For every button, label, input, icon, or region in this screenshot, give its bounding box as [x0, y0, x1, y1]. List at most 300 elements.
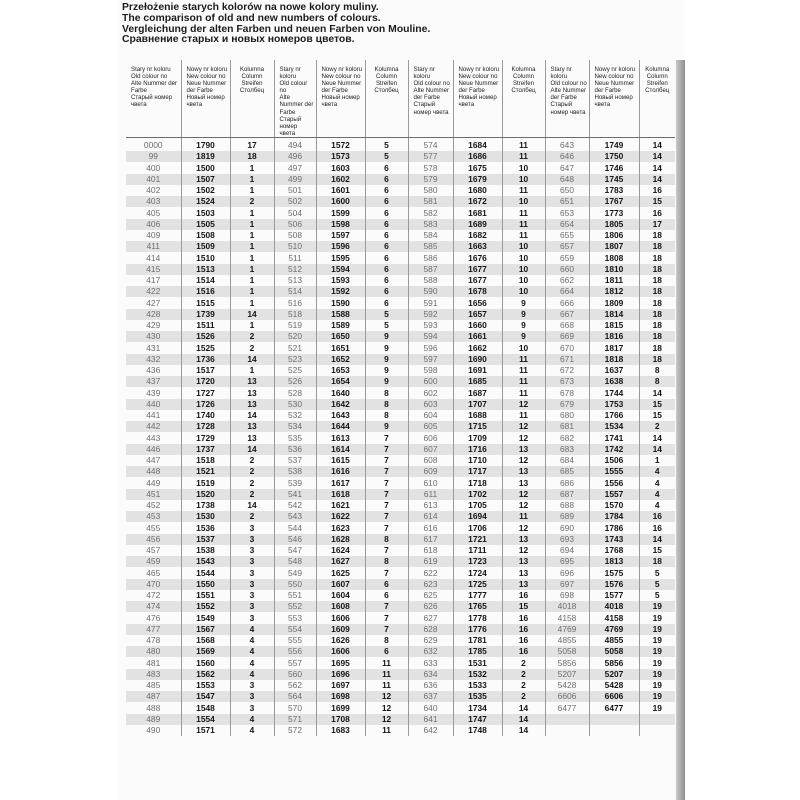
column-cell: 4	[230, 657, 274, 668]
old-colour-cell: 626	[408, 601, 453, 612]
column-cell: 11	[502, 151, 545, 162]
column-cell: 10	[502, 162, 545, 173]
column-cell: 4	[230, 714, 274, 725]
old-colour-cell: 5207	[545, 669, 589, 680]
column-cell: 9	[365, 365, 408, 376]
column-cell: 8	[365, 399, 408, 410]
new-colour-cell: 1707	[453, 399, 502, 410]
table-row	[126, 624, 675, 635]
old-colour-cell: 525	[274, 365, 316, 376]
old-colour-cell: 557	[274, 657, 316, 668]
new-colour-cell: 1596	[316, 241, 365, 252]
header-column-g4: Kolumna Column Streifen Столбец	[639, 60, 675, 137]
old-colour-cell: 655	[545, 230, 589, 241]
column-cell: 9	[365, 342, 408, 353]
new-colour-cell: 1738	[181, 500, 230, 511]
new-colour-cell: 1590	[316, 297, 365, 308]
new-colour-cell: 1814	[589, 309, 639, 320]
table-row	[126, 410, 675, 421]
new-colour-cell: 1602	[316, 174, 365, 185]
column-cell: 2	[502, 691, 545, 702]
old-colour-cell: 436	[146, 365, 161, 376]
old-colour-cell: 611	[408, 489, 453, 500]
table-row	[126, 567, 675, 578]
column-cell: 9	[502, 331, 545, 342]
new-colour-cell: 1556	[589, 477, 639, 488]
column-cell: 6	[365, 219, 408, 230]
old-colour-cell: 556	[274, 646, 316, 657]
new-colour-cell: 1697	[316, 680, 365, 691]
new-colour-cell: 1598	[316, 219, 365, 230]
old-colour-cell: 689	[545, 511, 589, 522]
column-cell: 18	[639, 342, 675, 353]
old-colour-cell: 605	[408, 421, 453, 432]
column-cell: 1	[230, 162, 274, 173]
new-colour-cell: 1572	[316, 137, 365, 151]
column-cell: 7	[365, 522, 408, 533]
new-colour-cell: 1651	[316, 342, 365, 353]
column-cell: 7	[365, 545, 408, 556]
column-cell: 2	[230, 489, 274, 500]
old-colour-cell: 406	[126, 219, 181, 230]
old-colour-cell: 518	[274, 309, 316, 320]
old-colour-cell: 584	[408, 230, 453, 241]
new-colour-cell: 1768	[589, 545, 639, 556]
table-row	[126, 275, 675, 286]
column-cell: 11	[502, 137, 545, 151]
column-cell: 16	[639, 207, 675, 218]
column-cell: 2	[502, 680, 545, 691]
old-colour-cell: 532	[274, 410, 316, 421]
new-colour-cell: 1753	[589, 399, 639, 410]
column-cell: 10	[502, 342, 545, 353]
old-colour-cell: 636	[408, 680, 453, 691]
old-colour-cell: 673	[545, 376, 589, 387]
new-colour-cell: 1706	[453, 522, 502, 533]
new-colour-cell: 1725	[453, 579, 502, 590]
column-cell: 15	[502, 601, 545, 612]
old-colour-cell: 580	[408, 185, 453, 196]
old-colour-cell: 451	[126, 489, 181, 500]
new-colour-cell: 1724	[453, 567, 502, 578]
old-colour-cell: 4769	[545, 624, 589, 635]
old-colour-cell: 414	[146, 252, 161, 263]
new-colour-cell: 1776	[453, 624, 502, 635]
old-colour-cell: 523	[274, 354, 316, 365]
old-colour-cell: 693	[545, 534, 589, 545]
old-colour-cell: 653	[545, 207, 589, 218]
column-cell: 7	[365, 444, 408, 455]
table-row	[126, 601, 675, 612]
new-colour-cell: 1606	[316, 612, 365, 623]
old-colour-cell: 610	[408, 477, 453, 488]
column-cell: 12	[502, 489, 545, 500]
column-cell: 15	[639, 545, 675, 556]
old-colour-cell: 616	[408, 522, 453, 533]
new-colour-cell: 1608	[316, 601, 365, 612]
old-colour-cell: 447	[146, 455, 161, 466]
table-row	[126, 264, 675, 275]
old-colour-cell: 680	[545, 410, 589, 421]
column-cell: 5	[365, 151, 408, 162]
new-colour-cell: 4158	[589, 612, 639, 623]
column-cell: 17	[230, 137, 274, 151]
new-colour-cell: 1520	[181, 489, 230, 500]
old-colour-cell: 487	[126, 691, 181, 702]
column-cell: 18	[639, 275, 675, 286]
new-colour-cell: 1679	[453, 174, 502, 185]
new-colour-cell: 1710	[453, 455, 502, 466]
column-cell: 7	[365, 466, 408, 477]
new-colour-cell: 1699	[316, 702, 365, 713]
column-cell: 12	[502, 545, 545, 556]
column-cell: 18	[639, 252, 675, 263]
new-colour-cell: 4855	[589, 635, 639, 646]
table-row	[126, 309, 675, 320]
new-colour-cell: 1818	[589, 354, 639, 365]
new-colour-cell: 1623	[316, 522, 365, 533]
new-colour-cell: 5428	[589, 680, 639, 691]
column-cell: 2	[639, 421, 675, 432]
new-colour-cell: 6477	[589, 702, 639, 713]
old-colour-cell: 537	[274, 455, 316, 466]
new-colour-cell: 1785	[453, 646, 502, 657]
column-cell: 2	[502, 657, 545, 668]
old-colour-cell: 672	[545, 365, 589, 376]
old-colour-cell: 627	[408, 612, 453, 623]
header-old-colour-g1: Stary nr koloru Old colour no Alte Nummer der Farbe Старый номер чвета	[126, 60, 181, 137]
column-cell: 10	[502, 241, 545, 252]
new-colour-cell: 1547	[181, 691, 230, 702]
new-colour-cell: 1681	[453, 207, 502, 218]
header-column-g3: Kolumna Column Streifen Столбец	[502, 60, 545, 137]
column-cell: 9	[365, 354, 408, 365]
new-colour-cell: 1601	[316, 185, 365, 196]
column-cell: 14	[230, 309, 274, 320]
new-colour-cell: 1682	[453, 230, 502, 241]
old-colour-cell: 592	[408, 309, 453, 320]
column-cell: 14	[502, 714, 545, 725]
new-colour-cell: 1687	[453, 387, 502, 398]
column-cell: 14	[639, 162, 675, 173]
old-colour-cell: 456	[126, 534, 181, 545]
old-colour-cell: 449	[146, 477, 161, 488]
table-row	[126, 230, 675, 241]
old-colour-cell: 609	[408, 466, 453, 477]
old-colour-cell: 698	[545, 590, 589, 601]
column-cell: 18	[639, 331, 675, 342]
new-colour-cell: 1515	[181, 297, 230, 308]
old-colour-cell: 432	[126, 354, 181, 365]
column-cell: 9	[502, 309, 545, 320]
column-cell: 13	[502, 567, 545, 578]
header-new-colour-g1: Nowy nr koloru New colour no Neue Nummer der Farbe Новый номер чвета	[181, 60, 230, 137]
old-colour-cell: 552	[274, 601, 316, 612]
new-colour-cell: 1500	[181, 162, 230, 173]
old-colour-cell: 596	[408, 342, 453, 353]
column-cell: 7	[365, 601, 408, 612]
old-colour-cell: 452	[146, 500, 161, 511]
old-colour-cell: 422	[126, 286, 181, 297]
old-colour-cell: 411	[126, 241, 181, 252]
new-colour-cell: 1624	[316, 545, 365, 556]
new-colour-cell: 1637	[589, 365, 639, 376]
old-colour-cell: 504	[274, 207, 316, 218]
old-colour-cell: 585	[408, 241, 453, 252]
new-colour-cell: 1740	[181, 410, 230, 421]
old-colour-cell: 536	[274, 444, 316, 455]
old-colour-cell: 5058	[545, 646, 589, 657]
column-cell: 13	[502, 466, 545, 477]
table-row	[126, 151, 675, 162]
old-colour-cell: 687	[545, 489, 589, 500]
new-colour-cell: 1577	[589, 590, 639, 601]
table-row	[126, 556, 675, 567]
new-colour-cell: 1778	[453, 612, 502, 623]
old-colour-cell: 648	[545, 174, 589, 185]
old-colour-cell: 541	[274, 489, 316, 500]
column-cell: 4	[230, 646, 274, 657]
new-colour-cell: 1511	[181, 320, 230, 331]
new-colour-cell: 4018	[589, 601, 639, 612]
column-cell: 18	[639, 556, 675, 567]
column-cell: 19	[639, 624, 675, 635]
new-colour-cell: 1663	[453, 241, 502, 252]
table-row	[126, 444, 675, 455]
new-colour-cell: 5856	[589, 657, 639, 668]
column-cell: 18	[639, 241, 675, 252]
old-colour-cell: 590	[408, 286, 453, 297]
column-cell: 5	[365, 320, 408, 331]
table-row	[126, 320, 675, 331]
new-colour-cell: 1654	[316, 376, 365, 387]
new-colour-cell: 1750	[589, 151, 639, 162]
column-cell: 1	[230, 286, 274, 297]
new-colour-cell: 1684	[453, 137, 502, 151]
new-colour-cell: 1550	[181, 579, 230, 590]
column-cell: 6	[365, 264, 408, 275]
old-colour-cell: 548	[274, 556, 316, 567]
old-colour-cell: 591	[408, 297, 453, 308]
new-colour-cell: 1573	[316, 151, 365, 162]
column-cell: 6	[365, 252, 408, 263]
new-colour-cell: 1535	[453, 691, 502, 702]
table-row	[126, 714, 675, 725]
new-colour-cell: 1599	[316, 207, 365, 218]
old-colour-cell: 526	[274, 376, 316, 387]
column-cell: 14	[502, 702, 545, 713]
old-colour-cell: 628	[408, 624, 453, 635]
old-colour-cell: 550	[274, 579, 316, 590]
column-cell: 16	[502, 612, 545, 623]
new-colour-cell: 1675	[453, 162, 502, 173]
old-colour-cell: 613	[408, 500, 453, 511]
table-row	[126, 612, 675, 623]
column-cell: 1	[230, 185, 274, 196]
column-cell: 11	[502, 410, 545, 421]
new-colour-cell: 1817	[589, 342, 639, 353]
column-cell: 9	[365, 421, 408, 432]
old-colour-cell: 697	[545, 579, 589, 590]
column-cell: 9	[502, 297, 545, 308]
new-colour-cell: 1781	[453, 635, 502, 646]
new-colour-cell: 1594	[316, 264, 365, 275]
old-colour-cell: 483	[126, 669, 181, 680]
old-colour-cell: 497	[274, 162, 316, 173]
old-colour-cell: 510	[274, 241, 316, 252]
new-colour-cell: 1600	[316, 196, 365, 207]
new-colour-cell: 1746	[589, 162, 639, 173]
column-cell: 19	[639, 702, 675, 713]
column-cell: 12	[365, 714, 408, 725]
column-cell: 16	[502, 646, 545, 657]
column-cell: 8	[639, 376, 675, 387]
column-cell: 16	[639, 511, 675, 522]
old-colour-cell: 403	[126, 196, 181, 207]
old-colour-cell: 514	[274, 286, 316, 297]
old-colour-cell: 544	[274, 522, 316, 533]
new-colour-cell: 1519	[181, 477, 230, 488]
column-cell: 11	[502, 387, 545, 398]
column-cell: 13	[230, 387, 274, 398]
new-colour-cell: 1569	[181, 646, 230, 657]
old-colour-cell: 686	[545, 477, 589, 488]
old-colour-cell: 4158	[545, 612, 589, 623]
old-colour-cell: 405	[146, 207, 161, 218]
old-colour-cell: 480	[126, 646, 181, 657]
column-cell: 6	[365, 241, 408, 252]
column-cell: 6	[365, 275, 408, 286]
new-colour-cell: 1552	[181, 601, 230, 612]
new-colour-cell: 1805	[589, 219, 639, 230]
column-cell: 13	[502, 444, 545, 455]
new-colour-cell: 1544	[181, 567, 230, 578]
new-colour-cell: 1742	[589, 444, 639, 455]
column-cell: 8	[365, 556, 408, 567]
new-colour-cell: 1644	[316, 421, 365, 432]
new-colour-cell: 1543	[181, 556, 230, 567]
new-colour-cell: 1643	[316, 410, 365, 421]
new-colour-cell	[589, 714, 639, 725]
old-colour-cell: 543	[274, 511, 316, 522]
new-colour-cell: 1660	[453, 320, 502, 331]
new-colour-cell: 1709	[453, 432, 502, 443]
column-cell: 14	[230, 500, 274, 511]
column-cell: 19	[639, 612, 675, 623]
new-colour-cell: 1536	[181, 522, 230, 533]
new-colour-cell: 1728	[181, 421, 230, 432]
old-colour-cell: 442	[126, 421, 181, 432]
table-row	[126, 477, 675, 488]
old-colour-cell: 440	[126, 399, 181, 410]
old-colour-cell: 618	[408, 545, 453, 556]
old-colour-cell: 513	[274, 275, 316, 286]
column-cell: 5	[365, 137, 408, 151]
table-row	[126, 635, 675, 646]
old-colour-cell: 583	[408, 219, 453, 230]
old-colour-cell: 446	[126, 444, 181, 455]
old-colour-cell: 431	[146, 342, 161, 353]
old-colour-cell: 6477	[545, 702, 589, 713]
new-colour-cell: 1554	[181, 714, 230, 725]
column-cell: 17	[639, 219, 675, 230]
old-colour-cell: 682	[545, 432, 589, 443]
new-colour-cell: 1551	[181, 590, 230, 601]
old-colour-cell: 494	[274, 137, 316, 151]
old-colour-cell: 409	[146, 230, 161, 241]
old-colour-cell: 441	[146, 410, 161, 421]
column-cell: 8	[365, 635, 408, 646]
new-colour-cell: 1609	[316, 624, 365, 635]
old-colour-cell: 602	[408, 387, 453, 398]
new-colour-cell: 1672	[453, 196, 502, 207]
old-colour-cell: 581	[408, 196, 453, 207]
table-row	[126, 466, 675, 477]
old-colour-cell: 660	[545, 264, 589, 275]
old-colour-cell: 685	[545, 466, 589, 477]
new-colour-cell: 1530	[181, 511, 230, 522]
column-cell: 3	[230, 567, 274, 578]
column-cell: 12	[502, 500, 545, 511]
table-row	[126, 137, 675, 151]
new-colour-cell: 1748	[453, 725, 502, 736]
table-row	[126, 702, 675, 713]
column-cell: 7	[365, 432, 408, 443]
table-row	[126, 365, 675, 376]
table-row	[126, 511, 675, 522]
old-colour-cell: 607	[408, 444, 453, 455]
column-cell: 9	[365, 331, 408, 342]
new-colour-cell: 1773	[589, 207, 639, 218]
old-colour-cell: 443	[146, 432, 161, 443]
old-colour-cell: 614	[408, 511, 453, 522]
new-colour-cell: 1811	[589, 275, 639, 286]
new-colour-cell: 1532	[453, 669, 502, 680]
new-colour-cell: 1533	[453, 680, 502, 691]
new-colour-cell: 1576	[589, 579, 639, 590]
new-colour-cell: 1638	[589, 376, 639, 387]
column-cell: 3	[230, 579, 274, 590]
new-colour-cell: 5058	[589, 646, 639, 657]
column-cell: 2	[230, 455, 274, 466]
column-cell: 10	[502, 286, 545, 297]
old-colour-cell: 465	[146, 567, 161, 578]
table-row	[126, 252, 675, 263]
new-colour-cell: 1508	[181, 230, 230, 241]
new-colour-cell: 1683	[316, 725, 365, 736]
table-row	[126, 579, 675, 590]
new-colour-cell: 1810	[589, 264, 639, 275]
table-row	[126, 185, 675, 196]
old-colour-cell: 5856	[545, 657, 589, 668]
old-colour-cell: 400	[146, 162, 161, 173]
old-colour-cell: 402	[146, 185, 161, 196]
old-colour-cell: 643	[545, 137, 589, 151]
column-cell: 16	[639, 185, 675, 196]
old-colour-cell: 669	[545, 331, 589, 342]
table-row	[126, 174, 675, 185]
column-cell: 5	[639, 590, 675, 601]
column-cell: 6	[365, 579, 408, 590]
old-colour-cell: 666	[545, 297, 589, 308]
new-colour-cell: 1705	[453, 500, 502, 511]
new-colour-cell: 1688	[453, 410, 502, 421]
old-colour-cell	[545, 725, 589, 736]
old-colour-cell: 593	[408, 320, 453, 331]
new-colour-cell: 1622	[316, 511, 365, 522]
column-cell: 14	[639, 137, 675, 151]
new-colour-cell: 1716	[453, 444, 502, 455]
